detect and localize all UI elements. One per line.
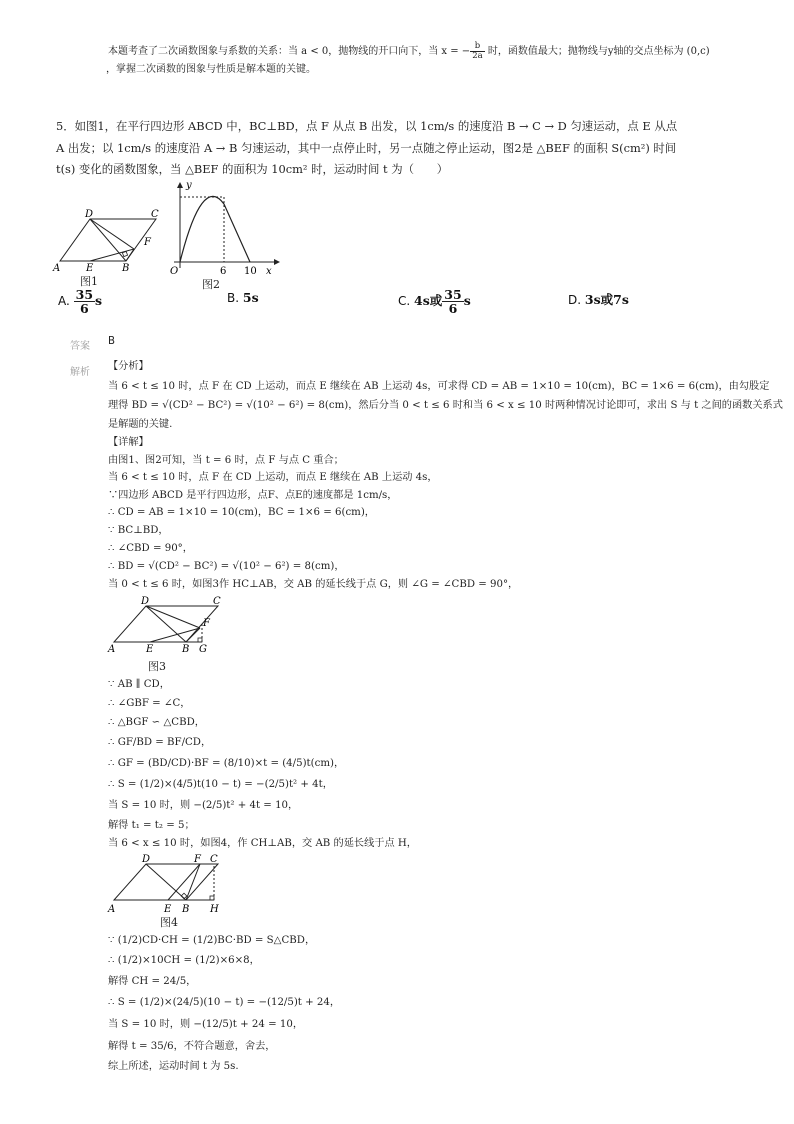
- intro-line1: 本题考查了二次函数图象与系数的关系：当 a < 0，抛物线的开口向下，当 x = − $\frac{b}{2a}$ 时，函数值最大；抛物线与y轴的交点坐标为 (0,c): [108, 41, 710, 61]
- fig3-label-E: E: [146, 644, 154, 655]
- analysis-line: 当 S = 10 时，则 −(2/5)t² + 4t = 10，: [108, 800, 299, 811]
- fig3-label-B: B: [182, 644, 190, 655]
- fig1-label-A: A: [53, 263, 61, 274]
- fig1-label-C: C: [151, 209, 159, 220]
- option-c[interactable]: C. 4s或 $\frac{35}{6}$ s: [398, 287, 471, 317]
- fig1-label-F: F: [144, 237, 151, 248]
- answer-label: 答案: [70, 341, 90, 352]
- analysis-line: 由图1、图2可知，当 t = 6 时，点 F 与点 C 重合；: [108, 455, 344, 466]
- analysis-line: ∵四边形 ABCD 是平行四边形，点F、点E的速度都是 1cm/s，: [108, 490, 398, 501]
- question-line2: A 出发；以 1cm/s 的速度沿 A → B 匀速运动，其中一点停止时，另一点随之停止运动，图2是 △BEF 的面积 S(cm²) 时间: [56, 141, 677, 155]
- fig3-label-G: G: [199, 644, 207, 655]
- fig1-caption: 图1: [80, 275, 98, 288]
- analysis-line: ∵ BC⊥BD，: [108, 525, 169, 536]
- fig2-label-x: x: [266, 266, 272, 277]
- analysis-line: ∴ S = (1/2)×(4/5)t(10 − t) = −(2/5)t² + 4t，: [108, 779, 333, 790]
- fig2-label-6: 6: [220, 266, 227, 277]
- option-a[interactable]: A. $\frac{35}{6}$ s: [58, 287, 103, 317]
- fig1-label-B: B: [122, 263, 130, 274]
- analysis-line: 当 6 < x ≤ 10 时，如图4，作 CH⊥AB，交 AB 的延长线于点 H，: [108, 838, 417, 849]
- fig4-label-E: E: [164, 904, 172, 915]
- fig4-label-H: H: [210, 904, 219, 915]
- analysis-line: 当 6 < t ≤ 10 时，点 F 在 CD 上运动，而点 E 继续在 AB 上运动 4s，: [108, 472, 438, 483]
- analysis-line: 【分析】: [108, 361, 149, 372]
- analysis-line: ∴ (1/2)×10CH = (1/2)×6×8，: [108, 955, 260, 966]
- analysis-label: 解析: [70, 367, 90, 378]
- analysis-line: 是解题的关键.: [108, 419, 173, 430]
- option-b[interactable]: B. 5s: [227, 290, 259, 305]
- analysis-line: 综上所述，运动时间 t 为 5s.: [108, 1061, 239, 1072]
- fig4-label-F: F: [194, 854, 201, 865]
- fig4-label-A: A: [108, 904, 116, 915]
- analysis-line: 解得 t₁ = t₂ = 5；: [108, 820, 195, 831]
- analysis-line: ∴ GF/BD = BF/CD，: [108, 737, 212, 748]
- figure-1-parallelogram: [48, 205, 173, 289]
- analysis-line: 解得 t = 35/6，不符合题意，舍去，: [108, 1041, 276, 1052]
- fig2-label-O: O: [170, 266, 179, 277]
- analysis-line: ∵ (1/2)CD·CH = (1/2)BC·BD = S△CBD，: [108, 935, 316, 946]
- option-d[interactable]: D. 3s或7s: [568, 292, 629, 307]
- analysis-line: 当 S = 10 时，则 −(12/5)t + 24 = 10，: [108, 1019, 304, 1030]
- analysis-line: 理得 BD = √(CD² − BC²) = √(10² − 6²) = 8(cm)，然后分当 0 < t ≤ 6 时和当 6 < x ≤ 10 时两种情况讨论即可，求出 S 与 t 之间的函数关系式: [108, 400, 783, 411]
- analysis-line: 当 6 < t ≤ 10 时，点 F 在 CD 上运动，而点 E 继续在 AB 上运动 4s，可求得 CD = AB = 1×10 = 10(cm)，BC = 1×6 = 6(cm)，由勾股定: [108, 381, 770, 392]
- analysis-line: ∴ CD = AB = 1×10 = 10(cm)，BC = 1×6 = 6(cm)，: [108, 507, 375, 518]
- fig3-label-F: F: [203, 618, 210, 629]
- figure-3: [104, 592, 234, 674]
- fig1-label-D: D: [85, 209, 94, 220]
- analysis-line: ∴ ∠CBD = 90°，: [108, 543, 193, 554]
- analysis-line: ∴ ∠GBF = ∠C，: [108, 698, 191, 709]
- answer-value: B: [108, 336, 115, 347]
- intro-line2: ，掌握二次函数的图象与性质是解本题的关键。: [106, 64, 316, 75]
- figure-4: [104, 850, 234, 932]
- question-line1: 5．如图1，在平行四边形 ABCD 中，BC⊥BD，点 F 从点 B 出发，以 1cm/s 的速度沿 B → C → D 匀速运动，点 E 从点: [56, 119, 678, 133]
- fig2-label-y: y: [186, 180, 192, 191]
- fig2-caption: 图2: [202, 278, 220, 290]
- fig2-label-10: 10: [244, 266, 257, 277]
- analysis-line: ∵ AB ∥ CD，: [108, 679, 170, 690]
- fig4-caption: 图4: [160, 916, 178, 929]
- analysis-line: 【详解】: [108, 437, 149, 448]
- fig4-label-B: B: [182, 904, 190, 915]
- figure-2-graph: [166, 178, 281, 290]
- analysis-line: 当 0 < t ≤ 6 时，如图3作 HC⊥AB，交 AB 的延长线于点 G，则 ∠G = ∠CBD = 90°，: [108, 579, 519, 590]
- analysis-line: ∴ GF = (BD/CD)·BF = (8/10)×t = (4/5)t(cm)，: [108, 758, 345, 769]
- fig1-label-E: E: [86, 263, 94, 274]
- fig3-label-C: C: [213, 596, 221, 607]
- fig3-label-D: D: [141, 596, 150, 607]
- intro-fraction: $\frac{b}{2a}$: [472, 41, 483, 61]
- analysis-line: 解得 CH = 24/5，: [108, 976, 197, 987]
- fig3-label-A: A: [108, 644, 116, 655]
- question-line3: t(s) 变化的函数图象，当 △BEF 的面积为 10cm² 时，运动时间 t 为（ ）: [56, 162, 449, 176]
- analysis-line: ∴ BD = √(CD² − BC²) = √(10² − 6²) = 8(cm)，: [108, 561, 345, 572]
- analysis-line: ∴ S = (1/2)×(24/5)(10 − t) = −(12/5)t + 24，: [108, 997, 341, 1008]
- analysis-line: ∴ △BGF ∽ △CBD，: [108, 717, 205, 728]
- fig3-caption: 图3: [148, 660, 166, 673]
- fig4-label-D: D: [142, 854, 151, 865]
- fig4-label-C: C: [210, 854, 218, 865]
